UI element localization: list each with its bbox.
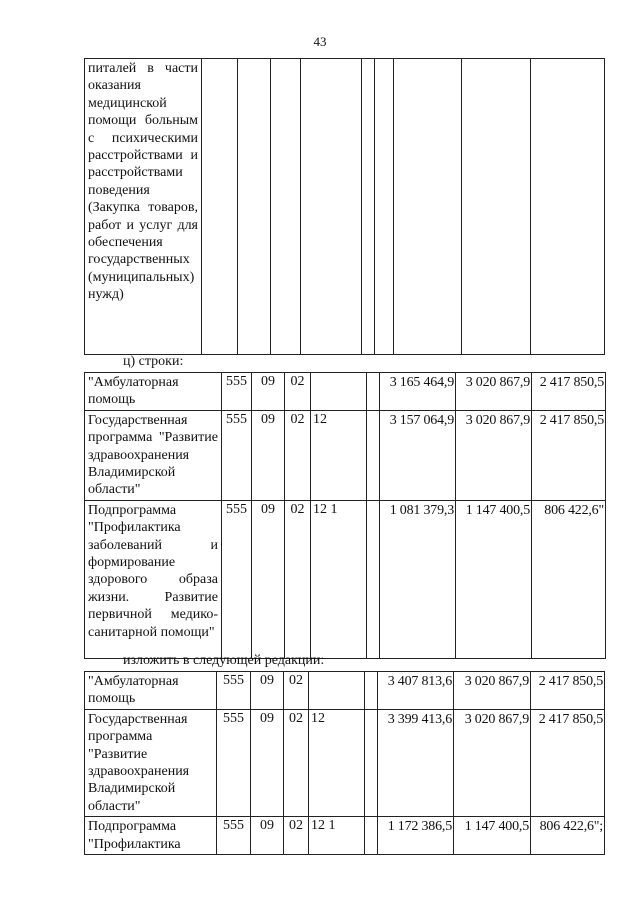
- value-1-cell: 3 407 813,6: [378, 672, 454, 710]
- table-row: [85, 709, 605, 816]
- vr-cell: [367, 373, 380, 411]
- csr-cell: 12: [311, 410, 367, 500]
- new-rows-table: [84, 671, 605, 855]
- value-1-cell: 1 172 386,5: [378, 817, 454, 855]
- csr-cell: 12 1: [309, 817, 365, 855]
- page-number: 43: [313, 34, 327, 49]
- value-3-cell: 806 422,6": [532, 500, 606, 658]
- pr-cell: 02: [284, 817, 309, 855]
- old-rows-table: [84, 372, 606, 659]
- caption-old: ц) строки:: [123, 354, 184, 369]
- value-2-cell: 3 020 867,9: [456, 410, 532, 500]
- grbs-cell: 555: [222, 410, 252, 500]
- value-3-cell: 2 417 850,5: [532, 410, 606, 500]
- rz-cell: 09: [251, 709, 284, 816]
- rz-cell: 09: [252, 500, 285, 658]
- csr-cell: 12: [309, 709, 365, 816]
- vr-cell: [365, 672, 378, 710]
- vr-cell: [367, 410, 380, 500]
- rz-cell: 09: [252, 410, 285, 500]
- value-1-cell: 1 081 379,3: [380, 500, 456, 658]
- rz-cell: 09: [251, 672, 284, 710]
- grbs-cell: 555: [217, 817, 251, 855]
- rz-cell: 09: [251, 817, 284, 855]
- pr-cell: 02: [285, 500, 311, 658]
- table-row: [85, 410, 606, 500]
- rz-cell: 09: [252, 373, 285, 411]
- vr-cell: [367, 500, 380, 658]
- grbs-cell: 555: [222, 373, 252, 411]
- csr-cell: 12 1: [311, 500, 367, 658]
- value-3-cell: 2 417 850,5: [531, 709, 605, 816]
- table-row: [85, 373, 606, 411]
- table-row: [85, 500, 606, 658]
- caption-new: изложить в следующей редакции:: [123, 653, 325, 668]
- row-name: Государственная программа "Развитие здравоохранения Владимирской области": [85, 709, 217, 816]
- value-2-cell: 3 020 867,9: [456, 373, 532, 411]
- vr-cell: [365, 709, 378, 816]
- row-name: "Амбулаторная помощь: [85, 373, 222, 411]
- value-1-cell: 3 165 464,9: [380, 373, 456, 411]
- value-3-cell: 806 422,6";: [531, 817, 605, 855]
- continuation-table: [84, 58, 605, 355]
- value-1-cell: 3 157 064,9: [380, 410, 456, 500]
- value-3-cell: 2 417 850,5: [531, 672, 605, 710]
- row-name: "Амбулаторная помощь: [85, 672, 217, 710]
- value-3-cell: 2 417 850,5: [532, 373, 606, 411]
- table-row: [85, 817, 605, 855]
- pr-cell: 02: [284, 709, 309, 816]
- row-name: питалей в части оказания медицинской помощи больным с психическими расстройствами и расстройствами поведения (Закупка товаров, работ и услуг для обеспечения государственных (муниципальных) нужд): [85, 59, 202, 355]
- grbs-cell: 555: [217, 709, 251, 816]
- table-row: [85, 672, 605, 710]
- value-2-cell: 3 020 867,9: [454, 672, 531, 710]
- csr-cell: [311, 373, 367, 411]
- value-1-cell: 3 399 413,6: [378, 709, 454, 816]
- grbs-cell: 555: [217, 672, 251, 710]
- row-name: Подпрограмма "Профилактика заболеваний и формирование здорового образа жизни. Развитие первичной медико-санитарной помощи": [85, 500, 222, 658]
- row-name: Подпрограмма "Профилактика: [85, 817, 217, 855]
- value-2-cell: 1 147 400,5: [454, 817, 531, 855]
- vr-cell: [365, 817, 378, 855]
- value-2-cell: 3 020 867,9: [454, 709, 531, 816]
- pr-cell: 02: [285, 410, 311, 500]
- pr-cell: 02: [284, 672, 309, 710]
- pr-cell: 02: [285, 373, 311, 411]
- table-row: [85, 59, 605, 355]
- grbs-cell: 555: [222, 500, 252, 658]
- csr-cell: [309, 672, 365, 710]
- row-name: Государственная программа "Развитие здравоохранения Владимирской области": [85, 410, 222, 500]
- value-2-cell: 1 147 400,5: [456, 500, 532, 658]
